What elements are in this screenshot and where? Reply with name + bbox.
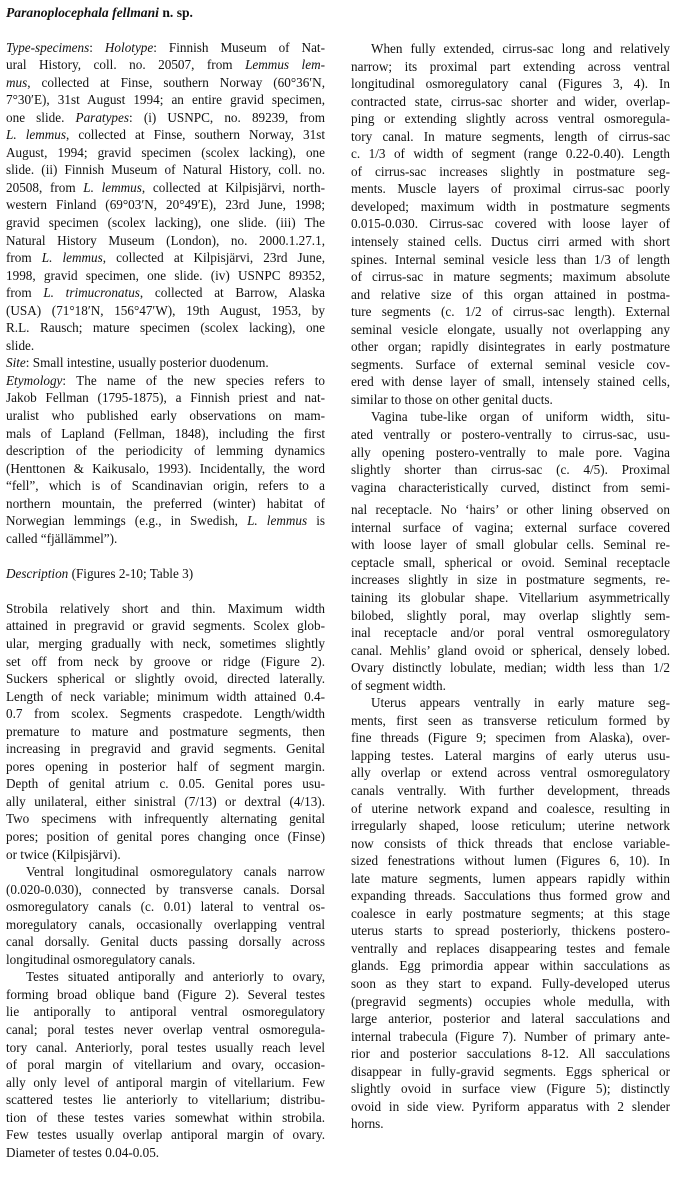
text-run: one slide. — [6, 109, 76, 125]
italic-run: Paratypes — [75, 109, 130, 125]
text-line: expanding threads. Sacculations thus formed grow and — [351, 888, 670, 904]
text-line — [6, 354, 325, 372]
text-run: Natural History Museum (London), no. 2000.1.27.1, — [6, 232, 325, 248]
text-line: Diameter of testes 0.04-0.05. — [6, 1144, 160, 1160]
text-line — [6, 144, 325, 162]
text-run: called “fjällämmel”). — [6, 530, 118, 546]
text-line — [6, 179, 325, 197]
text-line — [6, 319, 325, 337]
text-line: large anterior, posterior and lateral sacculations and — [351, 1011, 670, 1027]
text-run: 20508, from — [6, 179, 84, 195]
text-run: , collected at Kilpisjärvi, 23rd June, — [102, 250, 325, 266]
description-heading — [6, 565, 325, 583]
text-line: nal receptacle. No ‘hairs’ or other lining observed on — [351, 502, 670, 518]
text-run: (USA) (71°18′N, 156°47′W), 19th August, 1953, by — [6, 302, 325, 318]
text-run: : — [89, 39, 105, 55]
text-line: uterus starts to spread posteriorly, thickens postero- — [351, 923, 670, 939]
text-line — [6, 389, 325, 407]
text-line: longitudinal osmoregulatory canal (Figures 3, 4). In — [351, 76, 670, 92]
text-line — [6, 196, 325, 214]
text-line: (pregravid segments) occupies whole medulla, with — [351, 993, 670, 1009]
text-line — [6, 109, 325, 127]
text-line: When fully extended, cirrus-sac long and relatively — [371, 41, 670, 56]
text-line: late mature segments, lumen appears rapidly within — [351, 870, 670, 886]
text-line: Length of neck variable; minimum width attained 0.4- — [6, 688, 325, 704]
text-line: Ovary distinctly lobulate, median; width less than 1/2 — [351, 660, 670, 676]
text-line: other organ; rapidly disintegrates in early postmature — [351, 339, 670, 355]
text-line: of poral margin of vitellarium and ovary, occasion- — [6, 1057, 325, 1073]
text-run: description of the periodicity of lemming dynamics — [6, 443, 325, 459]
text-line: canal; poral testes never overlap ventral osmoregula- — [6, 1021, 325, 1037]
text-line: similar to those on other genital ducts. — [351, 391, 553, 407]
text-line — [6, 337, 325, 355]
text-run: , collected at Finse, southern Norway (60°36′N, — [27, 74, 325, 90]
text-line: attained in pregravid or gravid segments. Scolex glob- — [6, 618, 325, 634]
species-name: Paranoplocephala fellmani — [6, 5, 159, 20]
text-line: vagina characteristically curved, distinct from semi- — [351, 479, 670, 495]
text-line — [6, 232, 325, 250]
text-line: Depth of genital atrium c. 0.05. Genital pores usu- — [6, 776, 325, 792]
text-line: ping or extending slightly across ventral osmoregula- — [351, 111, 670, 127]
text-line: ally only level of antiporal margin of vitellarium. Few — [6, 1074, 325, 1090]
text-line: tory canal. In mature segments, length of cirrus-sac — [351, 128, 670, 144]
italic-run: Type-specimens — [6, 39, 90, 55]
text-run: Jakob Fellman (1795-1875), a Finnish priest and nat- — [6, 390, 325, 406]
description-label: Description — [6, 565, 69, 581]
uterus-paragraph — [351, 694, 670, 1133]
text-line — [6, 56, 325, 74]
text-run: slide. (ii) Finnish Museum of Natural History, coll. no. — [6, 162, 325, 178]
italic-run: L. lemmus — [6, 127, 66, 143]
text-line: glands. Egg primordia appear within sacculations as — [351, 958, 670, 974]
text-line: pores; position of genital pores changing once (Finse) — [6, 828, 325, 844]
text-run: gravid specimen (scolex lacking), one slide. (iii) The — [6, 214, 325, 230]
text-run: Norwegian lemmings (e.g., in Swedish, — [6, 513, 248, 529]
italic-run: L. lemmus — [247, 513, 308, 529]
text-line: osmoregulatory canals (c. 0.01) lateral to ventral os- — [6, 899, 325, 915]
spacer — [6, 582, 325, 600]
text-run: , collected at Kilpisjärvi, north- — [141, 179, 325, 195]
text-line: longitudinal osmoregulatory canals. — [6, 951, 196, 967]
text-run: 7°30′E), 31st August 1994; an entire gravid specimen, — [6, 92, 325, 108]
testes-paragraph — [6, 968, 325, 1161]
text-run: from — [6, 250, 42, 266]
text-line: taining its globular shape. Vitellarium asymmetrically — [351, 589, 670, 605]
text-line — [6, 74, 325, 92]
text-run: northern mountain, the preferred (winter) habitat of — [6, 495, 325, 511]
text-line: Testes situated antiporally and anteriorly to ovary, — [26, 969, 325, 985]
vagina-paragraph-part2 — [351, 501, 670, 694]
text-line: rior and posterior sacculations 8-12. All sacculations — [351, 1046, 670, 1062]
text-line: ture segments (c. 1/2 of cirrus-sac length). External — [351, 304, 670, 320]
text-run: : Small intestine, usually posterior duodenum. — [25, 355, 269, 371]
text-line: 0.7 from scolex. Segments craspedote. Length/width — [6, 706, 325, 722]
text-line: forming broad oblique band (Figure 2). Several testes — [6, 986, 325, 1002]
italic-run: L. trimucronatus — [43, 285, 140, 301]
text-line — [6, 39, 325, 57]
text-line — [6, 425, 325, 443]
text-line: soon as they start to expand. Fully-developed uterus — [351, 975, 670, 991]
text-line: irregularly shaped, loose reticulum; uterine network — [351, 818, 670, 834]
text-run: is — [307, 513, 325, 529]
text-line: (0.020-0.030), connected by transverse canals. Dorsal — [6, 881, 325, 897]
text-line — [6, 249, 325, 267]
text-line: pores opening in posterior half of segment margin. — [6, 758, 325, 774]
italic-run: Site — [6, 355, 26, 371]
text-line: ments. Muscle layers of proximal cirrus-sac poorly — [351, 181, 670, 197]
text-run: : The name of the new species refers to — [62, 372, 325, 388]
text-line — [6, 512, 325, 530]
text-line: now consists of thick threads that enclose variable- — [351, 835, 670, 851]
italic-run: Holotype — [104, 39, 154, 55]
text-line: developed; maximum width in postmature segments — [351, 198, 670, 214]
spacer — [6, 547, 325, 565]
text-line: canals ventrally. With further development, threads — [351, 782, 670, 798]
text-line: of cirrus-sac in mature segments; maximum absolute — [351, 269, 670, 285]
new-species-marker: n. sp. — [158, 5, 193, 20]
description-refs: (Figures 2-10; Table 3) — [68, 565, 194, 581]
italic-run: L. lemmus — [41, 250, 103, 266]
text-run: mals of Lapland (Fellman, 1848), including the first — [6, 425, 325, 441]
text-line: Two specimens with infrequently alternating genital — [6, 811, 325, 827]
text-run: (Henttonen & Kaikusalo, 1993). Incidentally, the word — [6, 460, 325, 476]
text-line: segments. Surface of external seminal vesicle cov- — [351, 356, 670, 372]
text-line: Suckers spherical or slightly ovoid, directed laterally. — [6, 671, 325, 687]
text-run: western Finland (69°03′N, 20°49′E), 23rd June, 1998; — [6, 197, 325, 213]
text-run: uralist who published early observations on mam- — [6, 407, 325, 423]
text-line: inal receptacle and/or poral ventral osmoregulatory — [351, 625, 670, 641]
text-line: ovoid in side view. Pyriform apparatus with 2 slender — [351, 1098, 670, 1114]
site-paragraph — [6, 354, 325, 372]
text-line: Few testes usually overlap antiporal margin of ovary. — [6, 1127, 325, 1143]
text-line: ments, first seen as transverse reticulum formed by — [351, 712, 670, 728]
text-run: August, 1994; gravid specimen (scolex lacking), one — [6, 144, 325, 160]
text-line: of segment width. — [351, 677, 446, 693]
text-run: from — [6, 285, 44, 301]
text-line: scattered testes lie anteriorly to vitellarium; distribu- — [6, 1092, 325, 1108]
text-line: Strobila relatively short and thin. Maximum width — [6, 600, 325, 616]
text-line: Uterus appears ventrally in early mature seg- — [371, 695, 670, 711]
italic-run: Etymology — [6, 372, 63, 388]
text-line: canal. Mehlis’ gland ovoid or spherical, densely lobed. — [351, 642, 670, 658]
etymology-paragraph — [6, 372, 325, 547]
italic-run: Lemmus lem- — [245, 57, 325, 73]
text-line: ated ventrally or postero-ventrally to cirrus-sac, usu- — [351, 427, 670, 443]
text-run: ural History, coll. no. 20507, from — [6, 57, 246, 73]
text-line: tion of these testes varies somewhat within strobila. — [6, 1109, 325, 1125]
type-specimens-paragraph — [6, 39, 325, 355]
text-line: internal surface of vagina; external surface covered — [351, 519, 670, 535]
text-run: : Finnish Museum of Nat- — [153, 39, 325, 55]
text-line: of uterine network expand and coalesce, resulting in — [351, 800, 670, 816]
text-line — [6, 477, 325, 495]
text-line — [6, 267, 325, 285]
text-run: , collected at Finse, southern Norway, 31st — [66, 127, 325, 143]
text-line: moregulatory canals, occasionally overlapping ventral — [6, 916, 325, 932]
text-line: lapping testes. Lateral margins of early uterus usu- — [351, 747, 670, 763]
text-line: lie antiporally to antiporal ventral osmoregulatory — [6, 1004, 325, 1020]
text-run: R.L. Rausch; mature specimen (scolex lacking), one — [6, 320, 325, 336]
text-line — [6, 302, 325, 320]
text-run: , collected at Barrow, Alaska — [139, 285, 325, 301]
text-line: 0.015-0.030. Cirrus-sac covered with loose layer of — [351, 216, 670, 232]
text-line — [6, 460, 325, 478]
text-line: narrow; its proximal part extending across ventral — [351, 58, 670, 74]
text-line: horns. — [351, 1116, 384, 1132]
text-line: bilobed, slightly poral, may overlap slightly sem- — [351, 607, 670, 623]
text-line: slightly shorter than cirrus-sac (c. 4/5). Proximal — [351, 462, 670, 478]
right-column — [351, 40, 670, 1133]
text-run: slide. — [6, 337, 35, 353]
text-line: contracted state, cirrus-sac shorter and wider, overlap- — [351, 93, 670, 109]
text-line: ered with dense layer of small, intensely stained cells, — [351, 374, 670, 390]
text-line: internal trabecula (Figure 7). Number of primary ante- — [351, 1028, 670, 1044]
cirrus-sac-paragraph — [351, 40, 670, 408]
text-line: or twice (Kilpisjärvi). — [6, 846, 121, 862]
text-line — [6, 372, 325, 390]
text-line: intensely stained cells. Ductus cirri armed with short — [351, 234, 670, 250]
text-line: ular, merging gradually with neck, sometimes slightly — [6, 635, 325, 651]
text-line: c. 1/3 of width of segment (range 0.22-0.40). Length — [351, 146, 670, 162]
left-column — [6, 4, 325, 1161]
text-run: : (i) USNPC, no. 89239, from — [129, 109, 325, 125]
text-line: canal dorsally. Genital ducts passing dorsally across — [6, 934, 325, 950]
text-line: ceptacle small, spherical or ovoid. Seminal receptacle — [351, 554, 670, 570]
strobila-paragraph — [6, 600, 325, 863]
text-line: spines. Internal seminal vesicle less than 1/3 of length — [351, 251, 670, 267]
text-line: fine threads (Figure 9; specimen from Alaska), over- — [351, 730, 670, 746]
osmoregulatory-canals-paragraph — [6, 863, 325, 968]
text-line: and relative size of this organ attained in postma- — [351, 286, 670, 302]
italic-run: L. lemmus — [83, 179, 142, 195]
italic-run: mus — [6, 74, 28, 90]
text-line: increasing in pregravid and gravid segments. Genital — [6, 741, 325, 757]
text-line — [6, 407, 325, 425]
species-title — [6, 4, 325, 22]
text-run: 1998, gravid specimen, one slide. (iv) USNPC 89352, — [6, 267, 325, 283]
text-line: ally opening postero-ventrally to male pore. Vagina — [351, 444, 670, 460]
text-line — [6, 214, 325, 232]
text-run: “fell”, which is of Scandinavian origin, refers to a — [6, 478, 325, 494]
text-line: set off from neck by groove or ridge (Figure 2). — [6, 653, 325, 669]
text-line: of cirrus-sac increases slightly in postmature seg- — [351, 163, 670, 179]
text-line: ally overlap or extend across ventral osmoregulatory — [351, 765, 670, 781]
text-line: Ventral longitudinal osmoregulatory canals narrow — [26, 864, 325, 880]
text-line: seminal vesicle elongate, usually not overlapping any — [351, 321, 670, 337]
text-line: coalesce in early postmature segments; at this stage — [351, 905, 670, 921]
text-line — [6, 161, 325, 179]
text-line — [6, 495, 325, 513]
text-line: disappear in fully-gravid segments. Eggs spherical or — [351, 1063, 670, 1079]
vagina-paragraph-part1 — [351, 408, 670, 496]
text-line — [6, 442, 325, 460]
text-line: slightly ovoid in surface view (Figure 5); distinctly — [351, 1081, 670, 1097]
text-line — [6, 284, 325, 302]
text-line: premature to mature and postmature segments, then — [6, 723, 325, 739]
text-line: Vagina tube-like organ of uniform width, situ- — [371, 409, 670, 425]
text-line: with loose layer of small globular cells. Seminal re- — [351, 537, 670, 553]
text-line — [6, 530, 325, 548]
text-line: ally unilateral, either sinistral (7/13) or dextral (4/13). — [6, 793, 325, 809]
text-line: sized fenestrations without lumen (Figures 6, 10). In — [351, 853, 670, 869]
text-line: increases slightly in size in postmature segments, re- — [351, 572, 670, 588]
text-line — [6, 126, 325, 144]
text-line: ventrally and replaces disappearing testes and female — [351, 940, 670, 956]
text-line: tory canal. Anteriorly, poral testes usually reach level — [6, 1039, 325, 1055]
text-line — [6, 91, 325, 109]
